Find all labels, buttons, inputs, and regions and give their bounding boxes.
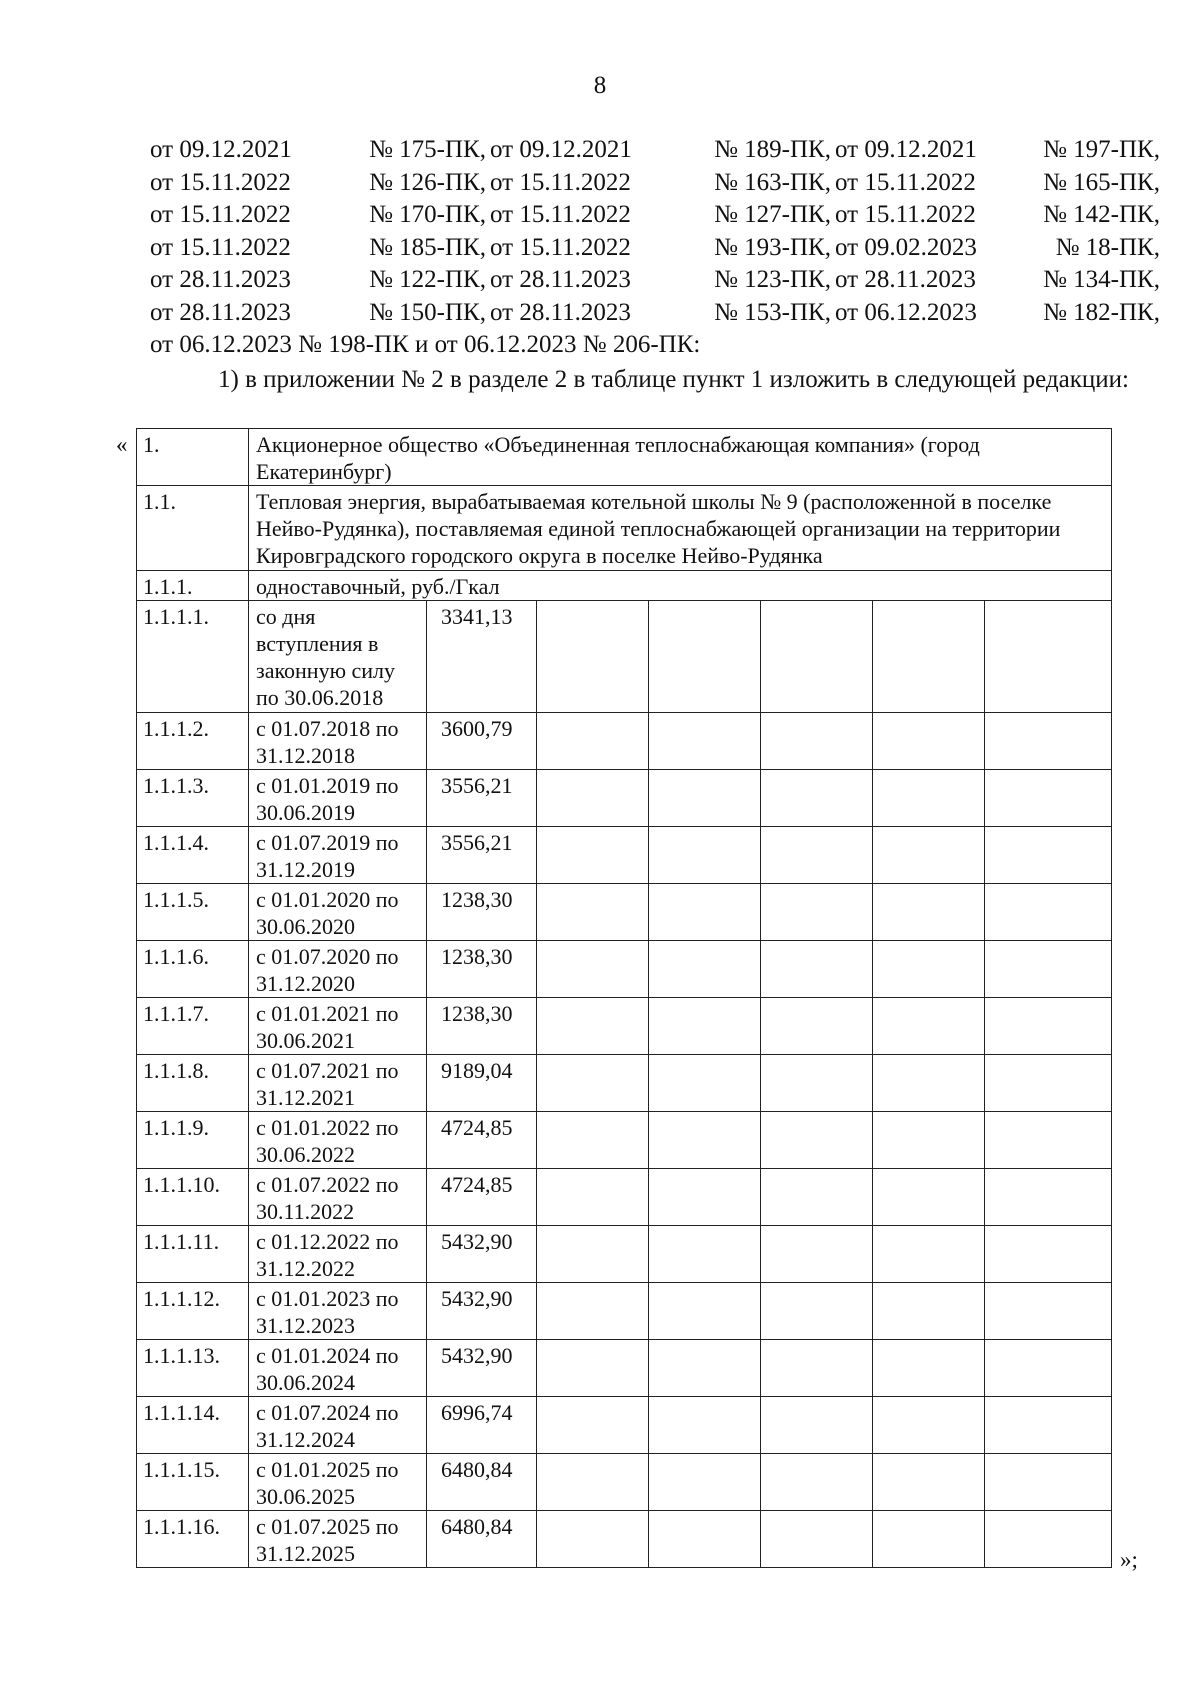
tariff-type: одноставочный, руб./Гкал <box>249 571 1112 601</box>
empty-cell <box>761 770 873 827</box>
tariff-value: 1238,30 <box>427 998 537 1055</box>
tariff-value: 3556,21 <box>427 827 537 884</box>
organization-name: Акционерное общество «Объединенная теплоснабжающая компания» (город Екатеринбург) <box>249 429 1112 486</box>
reference-date: от 09.12.2021 <box>490 136 632 163</box>
reference-number: № 163-ПК, <box>714 168 831 196</box>
amendment-paragraph <box>150 364 1160 396</box>
reference-number: № 170-ПК, <box>369 201 486 228</box>
tariff-value: 3556,21 <box>427 770 537 827</box>
reference-date: от 28.11.2023 <box>150 266 291 293</box>
reference-date: от 09.02.2023 <box>835 233 977 261</box>
empty-cell <box>873 601 985 713</box>
empty-cell <box>537 601 649 713</box>
period: с 01.01.2021 по 30.06.2021 <box>249 998 427 1055</box>
tariff-value: 6480,84 <box>427 1454 537 1511</box>
empty-cell <box>537 827 649 884</box>
row-number: 1.1.1.15. <box>137 1454 249 1511</box>
reference <box>835 264 1160 297</box>
reference-number: № 150-ПК, <box>369 298 486 326</box>
reference-date: от 15.11.2022 <box>490 201 631 228</box>
empty-cell <box>537 1112 649 1169</box>
table-row <box>137 1340 1112 1397</box>
item-number: 1. <box>137 429 249 486</box>
reference <box>835 167 1160 200</box>
tariff-value: 6480,84 <box>427 1511 537 1568</box>
empty-cell <box>537 1169 649 1226</box>
reference-number: № 175-ПК, <box>369 136 486 163</box>
empty-cell <box>985 1226 1112 1283</box>
period: с 01.07.2021 по 31.12.2021 <box>249 1055 427 1112</box>
reference <box>835 134 1160 167</box>
table-row <box>137 601 1112 713</box>
empty-cell <box>649 1511 761 1568</box>
empty-cell <box>873 998 985 1055</box>
references-line <box>150 199 1160 232</box>
row-number: 1.1.1.1. <box>137 601 249 713</box>
period: с 01.07.2020 по 31.12.2020 <box>249 941 427 998</box>
reference-date: от 28.11.2023 <box>490 298 631 326</box>
empty-cell <box>761 1169 873 1226</box>
empty-cell <box>761 884 873 941</box>
empty-cell <box>761 1340 873 1397</box>
row-number: 1.1.1.2. <box>137 713 249 770</box>
empty-cell <box>761 1454 873 1511</box>
empty-cell <box>985 1169 1112 1226</box>
table-row <box>137 713 1112 770</box>
empty-cell <box>537 713 649 770</box>
period: с 01.07.2024 по 31.12.2024 <box>249 1397 427 1454</box>
empty-cell <box>985 713 1112 770</box>
reference <box>490 167 835 200</box>
tariff-value: 1238,30 <box>427 884 537 941</box>
opening-quote: « <box>116 432 128 457</box>
empty-cell <box>649 1226 761 1283</box>
reference-number: № 193-ПК, <box>714 233 831 261</box>
empty-cell <box>873 1397 985 1454</box>
table-row-service <box>137 486 1112 571</box>
table-row-tariff-type <box>137 571 1112 601</box>
empty-cell <box>649 1055 761 1112</box>
empty-cell <box>649 1169 761 1226</box>
reference-number: № 182-ПК, <box>1043 298 1160 326</box>
reference <box>150 264 490 297</box>
empty-cell <box>761 1511 873 1568</box>
reference-date: от 06.12.2023 <box>835 298 977 326</box>
row-number: 1.1.1.8. <box>137 1055 249 1112</box>
row-number: 1.1.1.16. <box>137 1511 249 1568</box>
reference-date: от 15.11.2022 <box>490 233 631 261</box>
period: с 01.01.2023 по 31.12.2023 <box>249 1283 427 1340</box>
item-number: 1.1.1. <box>137 571 249 601</box>
empty-cell <box>761 827 873 884</box>
empty-cell <box>649 1340 761 1397</box>
table-row <box>137 1112 1112 1169</box>
table-row <box>137 1454 1112 1511</box>
empty-cell <box>761 1226 873 1283</box>
reference-date: от 15.11.2022 <box>490 168 631 196</box>
period: с 01.07.2022 по 30.11.2022 <box>249 1169 427 1226</box>
empty-cell <box>649 1112 761 1169</box>
reference <box>150 134 490 167</box>
reference-date: от 15.11.2022 <box>150 233 291 261</box>
empty-cell <box>985 827 1112 884</box>
tariff-value: 6996,74 <box>427 1397 537 1454</box>
empty-cell <box>649 601 761 713</box>
empty-cell <box>761 713 873 770</box>
page-number: 8 <box>593 72 607 99</box>
table-row <box>137 998 1112 1055</box>
empty-cell <box>873 1169 985 1226</box>
reference <box>835 297 1160 330</box>
empty-cell <box>985 941 1112 998</box>
reference-date: от 15.11.2022 <box>835 168 976 196</box>
empty-cell <box>537 1454 649 1511</box>
reference <box>150 167 490 200</box>
row-number: 1.1.1.5. <box>137 884 249 941</box>
tariff-value: 5432,90 <box>427 1340 537 1397</box>
reference <box>150 199 490 232</box>
reference <box>835 199 1160 232</box>
empty-cell <box>985 1055 1112 1112</box>
empty-cell <box>537 770 649 827</box>
empty-cell <box>537 884 649 941</box>
empty-cell <box>985 1112 1112 1169</box>
table-row <box>137 884 1112 941</box>
reference-date: от 28.11.2023 <box>150 298 291 326</box>
amendment-text: 1) в приложении № 2 в разделе 2 в таблице пункт 1 изложить в следующей редакции: <box>218 366 1129 393</box>
empty-cell <box>761 601 873 713</box>
empty-cell <box>649 998 761 1055</box>
table-row <box>137 1397 1112 1454</box>
empty-cell <box>873 1112 985 1169</box>
table-row <box>137 1511 1112 1568</box>
reference-date: от 15.11.2022 <box>835 201 976 228</box>
table-row <box>137 1226 1112 1283</box>
empty-cell <box>873 713 985 770</box>
table-row <box>137 941 1112 998</box>
empty-cell <box>985 1397 1112 1454</box>
empty-cell <box>537 941 649 998</box>
empty-cell <box>537 1511 649 1568</box>
tariff-value: 5432,90 <box>427 1226 537 1283</box>
closing-quote: »; <box>1120 1547 1138 1572</box>
reference-number: № 134-ПК, <box>1043 266 1160 293</box>
empty-cell <box>873 884 985 941</box>
references-line <box>150 167 1160 200</box>
empty-cell <box>761 1397 873 1454</box>
table-row <box>137 1169 1112 1226</box>
empty-cell <box>873 770 985 827</box>
reference-date: от 09.12.2021 <box>835 136 977 163</box>
empty-cell <box>985 998 1112 1055</box>
tariff-value: 1238,30 <box>427 941 537 998</box>
empty-cell <box>537 1397 649 1454</box>
empty-cell <box>537 1055 649 1112</box>
row-number: 1.1.1.14. <box>137 1397 249 1454</box>
reference <box>835 232 1160 265</box>
period: с 01.01.2024 по 30.06.2024 <box>249 1340 427 1397</box>
row-number: 1.1.1.4. <box>137 827 249 884</box>
empty-cell <box>761 1112 873 1169</box>
empty-cell <box>873 941 985 998</box>
tariff-value: 3341,13 <box>427 601 537 713</box>
tariff-table <box>136 428 1112 1568</box>
reference <box>490 134 835 167</box>
empty-cell <box>537 1340 649 1397</box>
references-line <box>150 264 1160 297</box>
tariff-value: 4724,85 <box>427 1169 537 1226</box>
empty-cell <box>873 1283 985 1340</box>
table-row <box>137 770 1112 827</box>
empty-cell <box>873 827 985 884</box>
row-number: 1.1.1.3. <box>137 770 249 827</box>
empty-cell <box>985 1283 1112 1340</box>
empty-cell <box>873 1454 985 1511</box>
period: с 01.01.2025 по 30.06.2025 <box>249 1454 427 1511</box>
row-number: 1.1.1.10. <box>137 1169 249 1226</box>
empty-cell <box>985 1454 1112 1511</box>
reference <box>490 264 835 297</box>
reference-number: № 185-ПК, <box>369 233 486 261</box>
table-row <box>137 1055 1112 1112</box>
empty-cell <box>873 1226 985 1283</box>
empty-cell <box>873 1511 985 1568</box>
table-row <box>137 827 1112 884</box>
empty-cell <box>537 1283 649 1340</box>
reference-number: № 126-ПК, <box>369 168 486 196</box>
row-number: 1.1.1.11. <box>137 1226 249 1283</box>
empty-cell <box>649 770 761 827</box>
reference <box>490 199 835 232</box>
period: с 01.12.2022 по 31.12.2022 <box>249 1226 427 1283</box>
table-row-organization <box>137 429 1112 486</box>
tariff-value: 3600,79 <box>427 713 537 770</box>
references-block <box>150 134 1160 362</box>
reference-number: № 189-ПК, <box>714 136 831 163</box>
reference-number: № 197-ПК, <box>1043 136 1160 163</box>
reference <box>150 297 490 330</box>
row-number: 1.1.1.13. <box>137 1340 249 1397</box>
empty-cell <box>985 1511 1112 1568</box>
reference-number: № 18-ПК, <box>1055 233 1160 261</box>
period: с 01.01.2020 по 30.06.2020 <box>249 884 427 941</box>
row-number: 1.1.1.6. <box>137 941 249 998</box>
empty-cell <box>985 884 1112 941</box>
empty-cell <box>761 941 873 998</box>
reference-date: от 28.11.2023 <box>835 266 976 293</box>
service-description: Тепловая энергия, вырабатываемая котельной школы № 9 (расположенной в поселке Нейво-Рудянка), поставляемая единой теплоснабжающей организации на территории Кировградского городского округа в поселке Нейво-Рудянка <box>249 486 1112 571</box>
empty-cell <box>873 1340 985 1397</box>
empty-cell <box>537 998 649 1055</box>
row-number: 1.1.1.9. <box>137 1112 249 1169</box>
reference-date: от 15.11.2022 <box>150 201 291 228</box>
reference-number: № 153-ПК, <box>714 298 831 326</box>
empty-cell <box>649 1454 761 1511</box>
empty-cell <box>873 1055 985 1112</box>
reference-date: от 09.12.2021 <box>150 136 292 163</box>
references-line <box>150 297 1160 330</box>
reference <box>490 232 835 265</box>
reference-number: № 142-ПК, <box>1043 201 1160 228</box>
empty-cell <box>985 1340 1112 1397</box>
period: с 01.07.2018 по 31.12.2018 <box>249 713 427 770</box>
period: с 01.01.2022 по 30.06.2022 <box>249 1112 427 1169</box>
references-line <box>150 232 1160 265</box>
references-line <box>150 134 1160 167</box>
empty-cell <box>649 1283 761 1340</box>
tariff-value: 4724,85 <box>427 1112 537 1169</box>
period: с 01.07.2025 по 31.12.2025 <box>249 1511 427 1568</box>
tariff-value: 9189,04 <box>427 1055 537 1112</box>
empty-cell <box>649 884 761 941</box>
reference-date: от 15.11.2022 <box>150 168 291 196</box>
table-row <box>137 1283 1112 1340</box>
reference-date: от 28.11.2023 <box>490 266 631 293</box>
row-number: 1.1.1.12. <box>137 1283 249 1340</box>
reference-number: № 165-ПК, <box>1043 168 1160 196</box>
reference-number: № 127-ПК, <box>714 201 831 228</box>
empty-cell <box>761 1055 873 1112</box>
empty-cell <box>537 1226 649 1283</box>
item-number: 1.1. <box>137 486 249 571</box>
reference <box>490 297 835 330</box>
row-number: 1.1.1.7. <box>137 998 249 1055</box>
empty-cell <box>649 713 761 770</box>
empty-cell <box>649 941 761 998</box>
period: со дня вступления в законную силу по 30.06.2018 <box>249 601 427 713</box>
empty-cell <box>761 1283 873 1340</box>
references-last-line: от 06.12.2023 № 198-ПК и от 06.12.2023 № 206-ПК: <box>150 331 701 358</box>
reference-number: № 122-ПК, <box>369 266 486 293</box>
empty-cell <box>649 1397 761 1454</box>
empty-cell <box>985 770 1112 827</box>
empty-cell <box>985 601 1112 713</box>
reference <box>150 232 490 265</box>
tariff-value: 5432,90 <box>427 1283 537 1340</box>
reference-number: № 123-ПК, <box>714 266 831 293</box>
period: с 01.07.2019 по 31.12.2019 <box>249 827 427 884</box>
empty-cell <box>649 827 761 884</box>
period: с 01.01.2019 по 30.06.2019 <box>249 770 427 827</box>
empty-cell <box>761 998 873 1055</box>
